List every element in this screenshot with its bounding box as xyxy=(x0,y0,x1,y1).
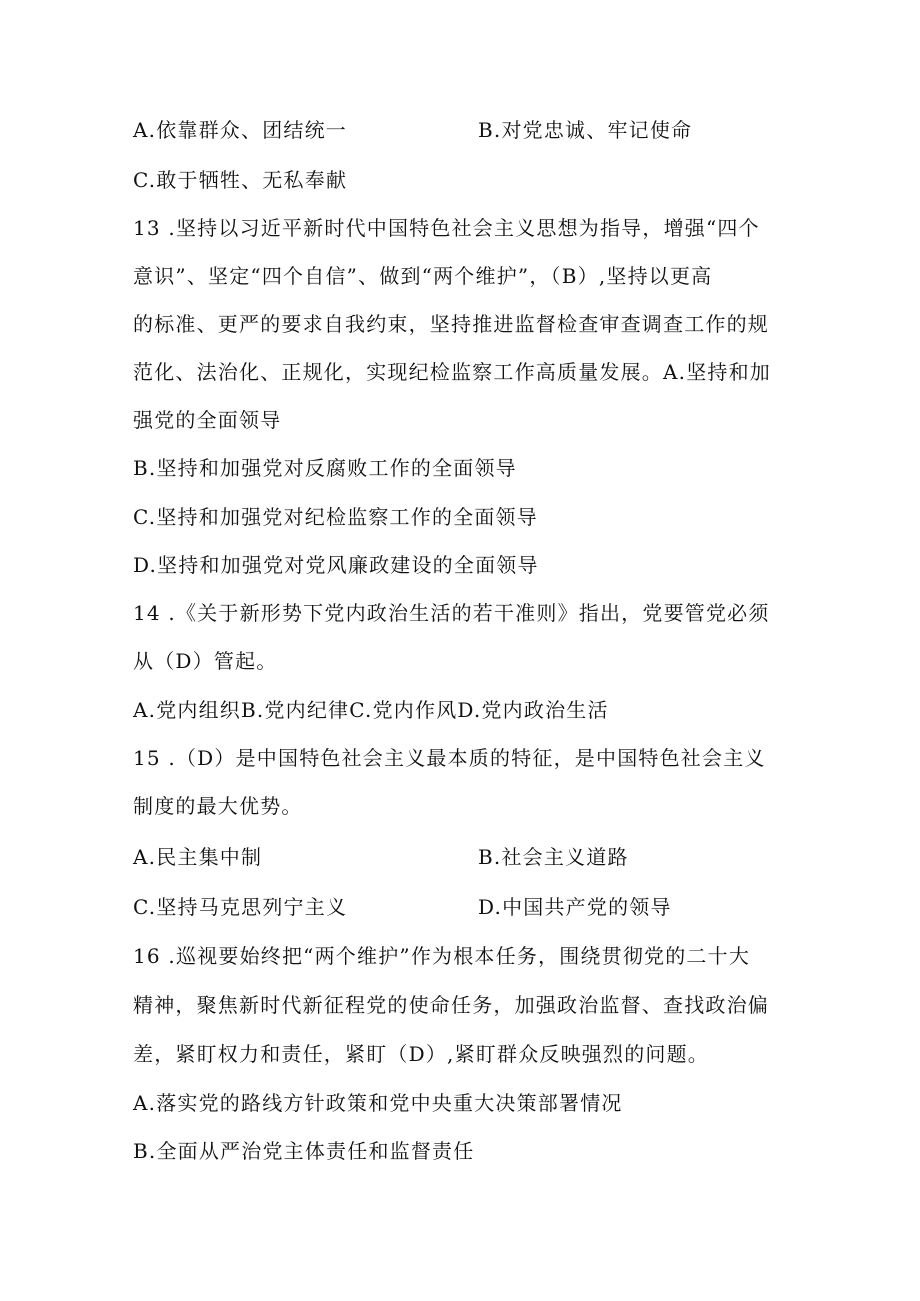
option-b: B.全面从严治党主体责任和监督责任 xyxy=(133,1139,475,1163)
option-b: B.社会主义道路 xyxy=(478,845,629,869)
option-row xyxy=(133,115,793,145)
question-16-line-2: 精神，聚焦新时代新征程党的使命任务，加强政治监督、查找政治偏 xyxy=(133,993,769,1017)
question-14-line-2: 从（D）管起。 xyxy=(133,649,278,673)
question-13-line-3: 的标准、更严的要求自我约束，坚持推进监督检查审查调查工作的规 xyxy=(133,312,769,336)
option-c: C.敢于牺牲、无私奉献 xyxy=(133,168,348,192)
question-16-line-3: 差，紧盯权力和责任，紧盯（D）,紧盯群众反映强烈的问题。 xyxy=(133,1042,709,1066)
question-14-options: A.党内组织B.党内纪律C.党内作风D.党内政治生活 xyxy=(133,698,609,722)
option-a: A.落实党的路线方针政策和党中央重大决策部署情况 xyxy=(133,1091,623,1115)
option-c: C.坚持和加强党对纪检监察工作的全面领导 xyxy=(133,505,538,529)
question-13-line-1: 13 .坚持以习近平新时代中国特色社会主义思想为指导，增强“四个 xyxy=(133,216,760,240)
option-row xyxy=(133,842,793,872)
option-d: D.坚持和加强党对党风廉政建设的全面领导 xyxy=(133,553,539,577)
question-15-line-2: 制度的最大优势。 xyxy=(133,794,303,818)
option-row xyxy=(133,892,793,922)
option-a: A.依靠群众、团结统一 xyxy=(133,118,348,142)
option-b: B.坚持和加强党对反腐败工作的全面领导 xyxy=(133,456,517,480)
option-d: D.中国共产党的领导 xyxy=(478,895,672,919)
option-b: B.对党忠诚、牢记使命 xyxy=(478,118,693,142)
question-16-line-1: 16 .巡视要始终把“两个维护”作为根本任务，围绕贯彻党的二十大 xyxy=(133,944,751,968)
question-13-line-2: 意识”、坚定“四个自信”、做到“两个维护”，（B）,坚持以更高 xyxy=(133,264,713,288)
question-13-line-5: 强党的全面领导 xyxy=(133,408,282,432)
option-a: A.民主集中制 xyxy=(133,845,263,869)
option-c: C.坚持马克思列宁主义 xyxy=(133,895,348,919)
question-13-line-4: 范化、法治化、正规化，实现纪检监察工作高质量发展。A.坚持和加 xyxy=(133,360,772,384)
question-14-line-1: 14 .《关于新形势下党内政治生活的若干准则》指出，党要管党必须 xyxy=(133,601,770,625)
question-15-line-1: 15 .（D）是中国特色社会主义最本质的特征，是中国特色社会主义 xyxy=(133,746,766,770)
